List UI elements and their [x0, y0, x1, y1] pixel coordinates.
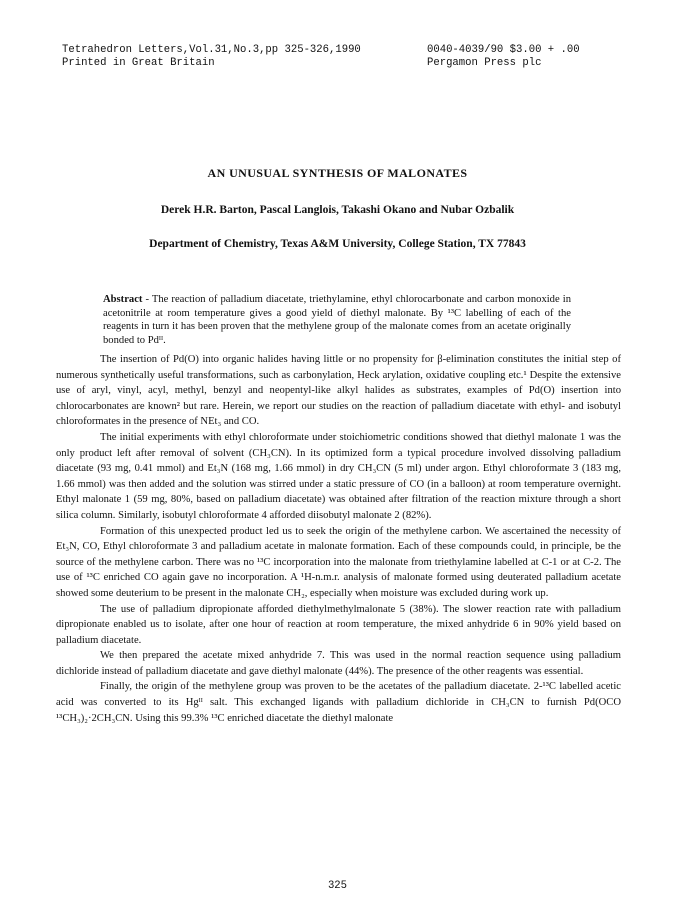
abstract — [103, 293, 571, 347]
issn-price: 0040-4039/90 $3.00 + .00 — [427, 44, 580, 56]
paragraph-intro: The insertion of Pd(O) into organic halides having little or no propensity for β-elimination constitutes the initial step of numerous synthetically useful transformations, such as carbonylation, Heck arylation, oxidative coupling etc.¹ Despite the extensive use of aryl, vinyl, acyl, methyl, benzyl and neopentyl-like alkyl halides as substrates, examples of Pd(O) insertion into chlorocarbonates are known² but rare. Herein, we report our studies on the reaction of palladium diacetate with ethyl- and isobutyl chloroformates in the presence of NEt₃ and CO. — [56, 354, 621, 428]
abstract-text: - The reaction of palladium diacetate, triethylamine, ethyl chlorocarbonate and carbon monoxide in acetonitrile at room temperature gives a good yield of diethyl malonate. By ¹³C labelling of each of the reagents in turn it has been proven that the methylene group of the malonate comes from an acetate originally bonded to Pdᴵᴵ. — [103, 294, 571, 346]
page-number: 325 — [327, 880, 348, 892]
paragraph-methylene-origin: Formation of this unexpected product led us to seek the origin of the methylene carbon. We ascertained the necessity of Et₃N, CO, Ethyl chloroformate 3 and palladium acetate in malonate formation. Each of these compounds could, in principle, be the source of the methylene carbon. There was no ¹³C incorporation into the malonate from triethylamine labelled at C-1 or at C-2. The use of ¹³C enriched CO again gave no incorporation. A ¹H-n.m.r. analysis of malonate formed using deuterated palladium acetate showed some deuterium to be present in the malonate CH₂, especially when moisture was excluded during work up. — [56, 525, 621, 599]
affiliation: Department of Chemistry, Texas A&M University, College Station, TX 77843 — [149, 238, 526, 250]
paragraph-dipropionate: The use of palladium dipropionate afforded diethylmethylmalonate 5 (38%). The slower reaction rate with palladium dipropionate enabled us to isolate, after one hour of reaction at room temperature, the mixed anhydride 6 in 90% yield based on palladium diacetate. — [56, 603, 621, 646]
printed-location: Printed in Great Britain — [62, 57, 215, 69]
paper-title: AN UNUSUAL SYNTHESIS OF MALONATES — [207, 166, 468, 180]
body-text — [56, 352, 621, 726]
paragraph-mixed-anhydride: We then prepared the acetate mixed anhydride 7. This was used in the normal reaction sequence using palladium dichloride instead of palladium diacetate and gave diethyl malonate (44%). The presence of the other reagents was essential. — [56, 650, 621, 677]
paragraph-experiments: The initial experiments with ethyl chloroformate under stoichiometric conditions showed that diethyl malonate 1 was the only product left after removal of solvent (CH₃CN). In its optimized form a typical procedure involved dissolving palladium diacetate (93 mg, 0.41 mmol) and Et₃N (168 mg, 1.66 mmol) in dry CH₃CN (5 ml) under argon. Ethyl chloroformate 3 (183 mg, 1.66 mmol) was then added and the solution was stirred under a static pressure of CO (in a balloon) at room temperature overnight. Ethyl malonate 1 (59 mg, 80%, based on palladium diacetate) was obtained after filtration of the reaction mixture through a short silica column. Similarly, isobutyl chloroformate 4 afforded diisobutyl malonate 2 (82%). — [56, 431, 621, 521]
journal-header — [62, 44, 613, 70]
author-list: Derek H.R. Barton, Pascal Langlois, Takashi Okano and Nubar Ozbalik — [160, 204, 515, 216]
publisher: Pergamon Press plc — [427, 57, 542, 69]
paragraph-labelling: Finally, the origin of the methylene group was proven to be the acetates of the palladium diacetate. 2-¹³C labelled acetic acid was converted to its Hgᴵᴵ salt. This exchanged ligands with palladium dichloride in CH₃CN to furnish Pd(OCO ¹³CH₃)₂·2CH₃CN. Using this 99.3% ¹³C enriched diacetate the diethyl malonate — [56, 681, 621, 724]
abstract-label: Abstract — [103, 294, 143, 305]
journal-citation: Tetrahedron Letters,Vol.31,No.3,pp 325-326,1990 — [62, 44, 361, 56]
